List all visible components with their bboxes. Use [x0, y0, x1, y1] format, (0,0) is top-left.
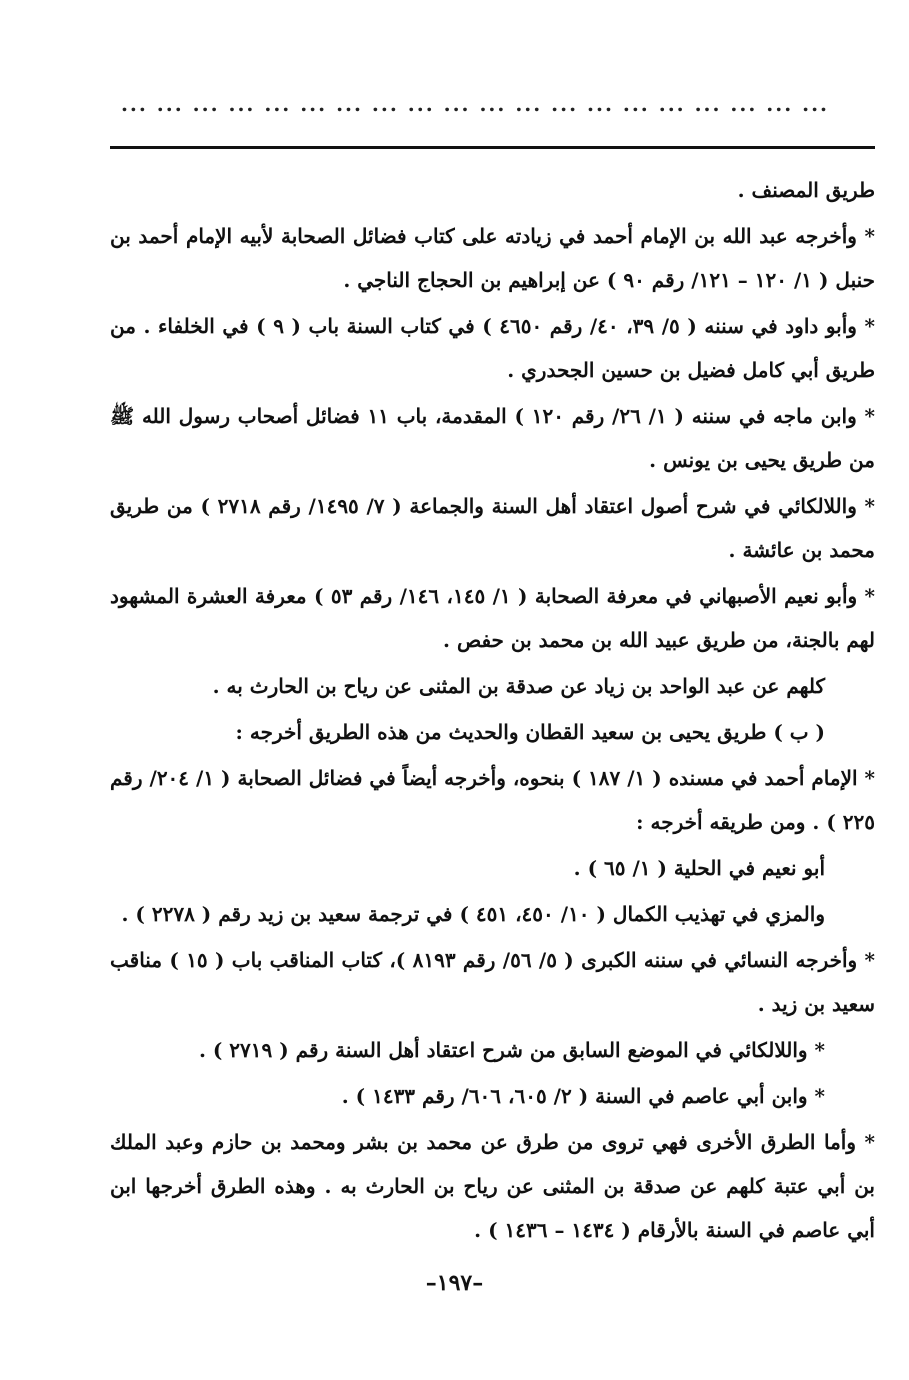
paragraph: * الإمام أحمد في مسنده ( ١/ ١٨٧ ) بنحوه، وأخرجه أيضاً في فضائل الصحابة ( ١/ ٢٠٤/ رقم ٢٢٥ ) . ومن طريقه أخرجه : — [110, 766, 875, 834]
paragraph: * واللالكائي في الموضع السابق من شرح اعتقاد أهل السنة رقم ( ٢٧١٩ ) . — [198, 1038, 825, 1062]
paragraph: * وابن أبي عاصم في السنة ( ٢/ ٦٠٥، ٦٠٦/ رقم ١٤٣٣ ) . — [341, 1084, 825, 1108]
paragraph: * وأبو نعيم الأصبهاني في معرفة الصحابة ( ١/ ١٤٥، ١٤٦/ رقم ٥٣ ) معرفة العشرة المشهود لهم بالجنة، من طريق عبيد الله بن محمد بن حفص . — [110, 584, 875, 652]
paragraph: أبو نعيم في الحلية ( ١/ ٦٥ ) . — [573, 856, 825, 880]
paragraph: والمزي في تهذيب الكمال ( ١٠/ ٤٥٠، ٤٥١ ) في ترجمة سعيد بن زيد رقم ( ٢٢٧٨ ) . — [121, 902, 825, 926]
paragraph: * وابن ماجه في سننه ( ١/ ٢٦/ رقم ١٢٠ ) المقدمة، باب ١١ فضائل أصحاب رسول الله ﷺ من طريق يحيى بن يونس . — [110, 404, 875, 472]
header-rule — [110, 146, 875, 149]
paragraph: * وأبو داود في سننه ( ٥/ ٣٩، ٤٠/ رقم ٤٦٥٠ ) في كتاب السنة باب ( ٩ ) في الخلفاء . من طريق أبي كامل فضيل بن حسين الجحدري . — [110, 314, 875, 382]
paragraph: ( ب ) طريق يحيى بن سعيد القطان والحديث من هذه الطريق أخرجه : — [235, 720, 825, 744]
paragraph: كلهم عن عبد الواحد بن زياد عن صدقة بن المثنى عن رياح بن الحارث به . — [212, 674, 825, 698]
header-dots: ... ... ... ... ... ... ... ... ... ... ... ... ... ... ... ... ... ... ... ... — [120, 92, 830, 116]
page-number: –١٩٧– — [425, 1270, 484, 1296]
page-body — [110, 168, 875, 1252]
paragraph: * وأما الطرق الأخرى فهي تروى من طرق عن محمد بن بشر ومحمد بن حازم وعبد الملك بن أبي عتبة كلهم عن صدقة بن المثنى عن رياح بن الحارث به . وهذه الطرق أخرجها ابن أبي عاصم في السنة بالأرقام ( ١٤٣٤ – ١٤٣٦ ) . — [110, 1130, 875, 1242]
paragraph: * واللالكائي في شرح أصول اعتقاد أهل السنة والجماعة ( ٧/ ١٤٩٥/ رقم ٢٧١٨ ) من طريق محمد بن عائشة . — [110, 494, 875, 562]
paragraph: * وأخرجه عبد الله بن الإمام أحمد في زيادته على كتاب فضائل الصحابة لأبيه الإمام أحمد بن حنبل ( ١/ ١٢٠ – ١٢١/ رقم ٩٠ ) عن إبراهيم بن الحجاج الناجي . — [110, 224, 875, 292]
paragraph: * وأخرجه النسائي في سننه الكبرى ( ٥/ ٥٦/ رقم ٨١٩٣ )، كتاب المناقب باب ( ١٥ ) مناقب سعيد بن زيد . — [110, 948, 876, 1016]
paragraph: طريق المصنف . — [737, 178, 875, 202]
